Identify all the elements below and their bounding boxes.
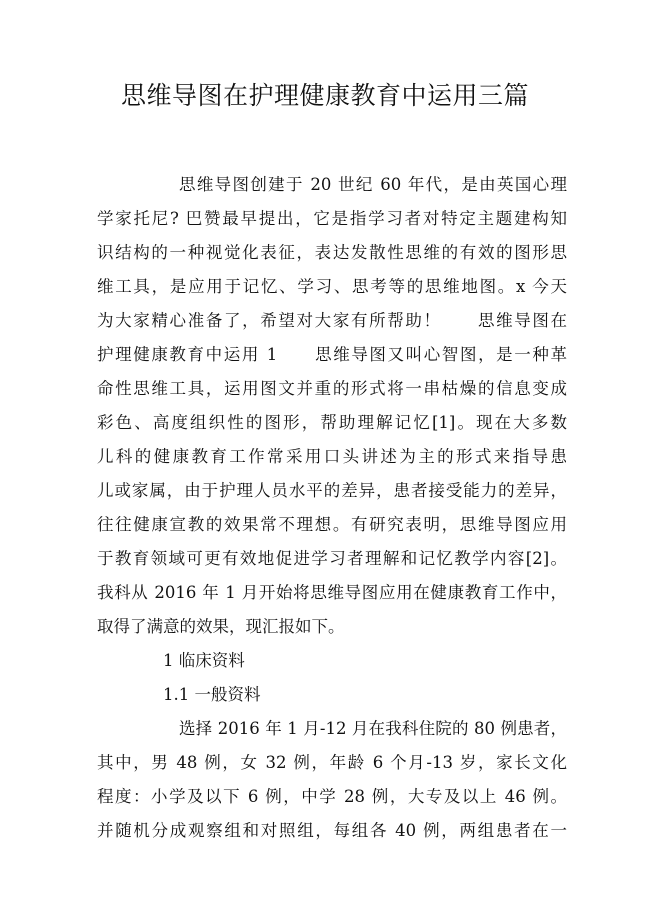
paragraph-line: 护理健康教育中运用 1 思维导图又叫心智图，是一种革 [97,345,567,364]
paragraph-line: 学家托尼? 巴赞最早提出，它是指学习者对特定主题建构知 [97,209,567,228]
paragraph-line: 于教育领域可更有效地促进学习者理解和记忆教学内容[2]。 [97,549,567,568]
paragraph-line: 程度：小学及以下 6 例，中学 28 例，大专及以上 46 例。 [97,787,567,806]
paragraph-line: 为大家精心准备了，希望对大家有所帮助！ 思维导图在 [97,311,567,330]
document-body [97,168,567,848]
paragraph-line: 并随机分成观察组和对照组，每组各 40 例，两组患者在一 [97,821,567,840]
paragraph-line: 思维导图创建于 20 世纪 60 年代，是由英国心理 [179,175,567,194]
paragraph-line: 命性思维工具，运用图文并重的形式将一串枯燥的信息变成 [97,379,567,398]
subsection-heading: 1.1 一般资料 [163,685,261,704]
section-heading: 1 临床资料 [163,651,245,670]
paragraph-line: 儿科的健康教育工作常采用口头讲述为主的形式来指导患 [97,447,567,466]
paragraph-line: 往往健康宣教的效果常不理想。有研究表明，思维导图应用 [97,515,567,534]
paragraph-line: 儿或家属，由于护理人员水平的差异，患者接受能力的差异， [97,481,567,500]
paragraph-line: 取得了满意的效果，现汇报如下。 [97,617,345,636]
paragraph-line: 我科从 2016 年 1 月开始将思维导图应用在健康教育工作中， [97,583,567,602]
paragraph-line: 选择 2016 年 1 月-12 月在我科住院的 80 例患者， [179,719,567,738]
paragraph-line: 识结构的一种视觉化表征，表达发散性思维的有效的图形思 [97,243,567,262]
paragraph-line: 彩色、高度组织性的图形，帮助理解记忆[1]。现在大多数 [97,413,567,432]
paragraph-line: 其中，男 48 例，女 32 例，年龄 6 个月-13 岁，家长文化 [97,753,567,772]
paragraph-line: 维工具，是应用于记忆、学习、思考等的思维地图。x 今天 [97,277,567,296]
document-title: 思维导图在护理健康教育中运用三篇 [120,81,529,110]
